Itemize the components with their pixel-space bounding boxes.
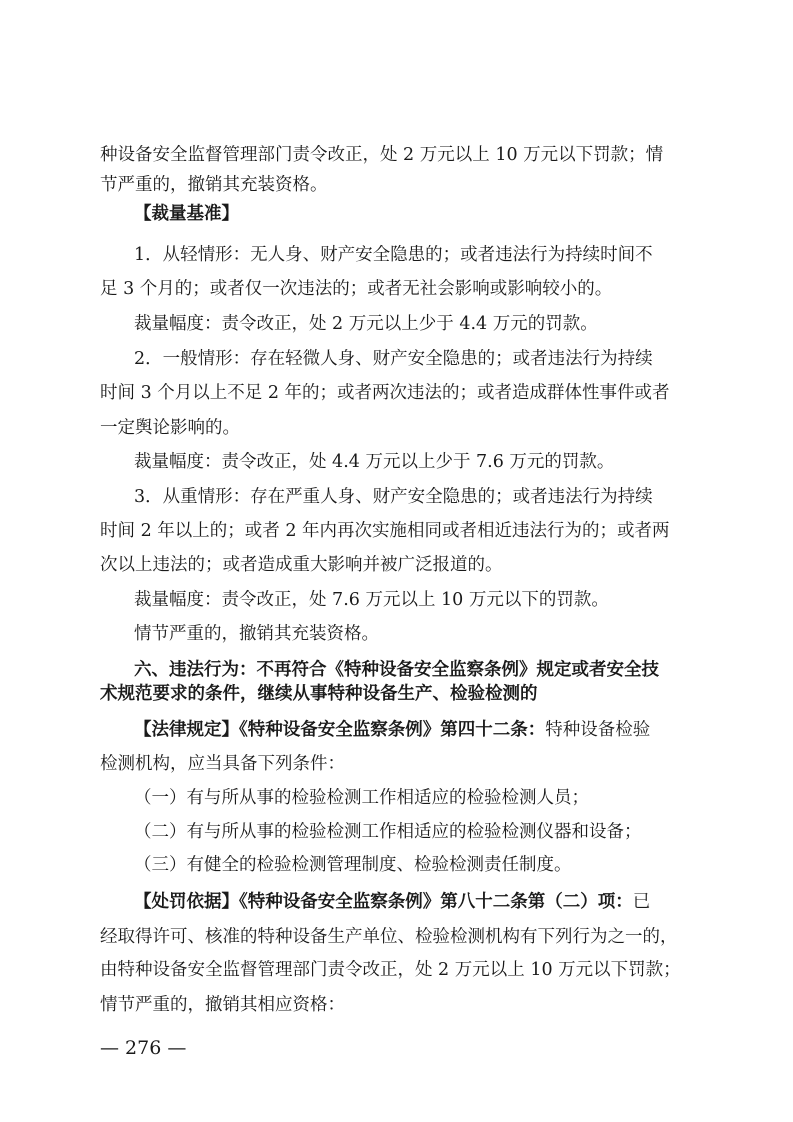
line-text: 情节严重的，撤销其相应资格： (100, 995, 345, 1015)
page-number: — 276 — (100, 1037, 187, 1059)
text-line (0, 243, 793, 267)
text-line (0, 173, 793, 197)
text-line (0, 485, 793, 509)
line-text: 时间 3 个月以上不足 2 年的；或者两次违法的；或者造成群体性事件或者 (100, 383, 670, 403)
text-line (0, 925, 793, 949)
line-text: 经取得许可、核准的特种设备生产单位、检验检测机构有下列行为之一的， (100, 927, 678, 947)
text-line (0, 381, 793, 405)
line-text: 特种设备检验 (545, 720, 651, 740)
line-text: 1．从轻情形：无人身、财产安全隐患的；或者违法行为持续时间不 (134, 245, 653, 265)
line-text: 次以上违法的；或者造成重大影响并被广泛报道的。 (100, 555, 503, 575)
line-text: （一）有与所从事的检验检测工作相适应的检验检测人员； (134, 788, 589, 808)
text-line (0, 143, 793, 167)
text-line (0, 416, 793, 440)
line-text: 足 3 个月的；或者仅一次违法的；或者无社会影响或影响较小的。 (100, 279, 613, 299)
line-text: 检测机构，应当具备下列条件： (100, 754, 345, 774)
line-text: 时间 2 年以上的；或者 2 年内再次实施相同或者相近违法行为的；或者两 (100, 521, 670, 541)
text-line (0, 993, 793, 1017)
line-text: 情节严重的，撤销其充装资格。 (134, 624, 379, 644)
text-line (0, 658, 793, 682)
text-line (0, 312, 793, 336)
text-line (0, 277, 793, 301)
bold-heading: 【法律规定】《特种设备安全监察条例》第四十二条： (134, 720, 546, 740)
line-text: 裁量幅度：责令改正，处 7.6 万元以上 10 万元以下的罚款。 (134, 590, 609, 610)
text-line (0, 853, 793, 877)
line-text: 一定舆论影响的。 (100, 418, 240, 438)
line-text: 3．从重情形：存在严重人身、财产安全隐患的；或者违法行为持续 (134, 487, 653, 507)
line-text: 节严重的，撤销其充装资格。 (100, 175, 328, 195)
line-text: 裁量幅度：责令改正，处 4.4 万元以上少于 7.6 万元的罚款。 (134, 452, 615, 472)
text-line (0, 958, 793, 982)
text-line (0, 588, 793, 612)
line-text: （三）有健全的检验检测管理制度、检验检测责任制度。 (134, 855, 572, 875)
line-text: 由特种设备安全监督管理部门责令改正，处 2 万元以上 10 万元以下罚款； (100, 960, 681, 980)
text-line (0, 519, 793, 543)
line-text: 裁量幅度：责令改正，处 2 万元以上少于 4.4 万元的罚款。 (134, 314, 598, 334)
bold-heading: 【处罚依据】《特种设备安全监察条例》第八十二条第（二）项： (134, 892, 633, 912)
text-line (0, 752, 793, 776)
bold-heading: 【裁量基准】 (134, 204, 239, 224)
text-line (0, 553, 793, 577)
text-line (0, 450, 793, 474)
line-text: 2．一般情形：存在轻微人身、财产安全隐患的；或者违法行为持续 (134, 349, 653, 369)
text-line (0, 718, 793, 742)
text-line (0, 682, 793, 706)
text-line (0, 622, 793, 646)
bold-heading: 六、违法行为：不再符合《特种设备安全监察条例》规定或者安全技 (134, 660, 659, 680)
line-text: （二）有与所从事的检验检测工作相适应的检验检测仪器和设备； (134, 822, 642, 842)
text-line (0, 202, 793, 226)
text-line (0, 347, 793, 371)
line-text: 种设备安全监督管理部门责令改正，处 2 万元以上 10 万元以下罚款；情 (100, 145, 664, 165)
text-line (0, 890, 793, 914)
text-line (0, 820, 793, 844)
line-text: 已 (632, 892, 651, 912)
text-line (0, 786, 793, 810)
bold-heading: 术规范要求的条件，继续从事特种设备生产、检验检测的 (100, 684, 538, 704)
